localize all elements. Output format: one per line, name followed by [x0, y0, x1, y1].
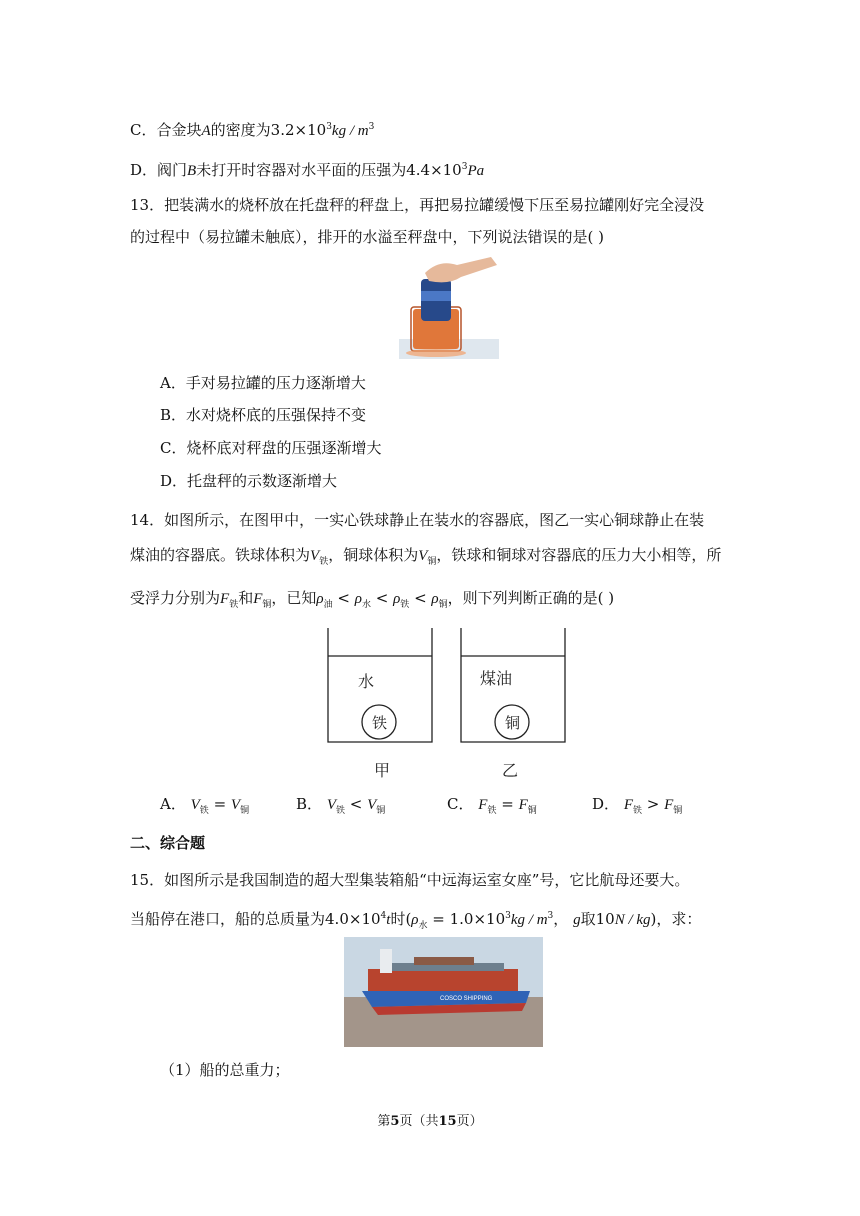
q13-option-d: D．托盘秤的示数逐渐增大	[160, 472, 338, 490]
q13-option-b: B．水对烧杯底的压强保持不变	[160, 406, 367, 424]
q13-can-photo	[399, 251, 499, 361]
q13-option-c: C．烧杯底对秤盘的压强逐渐增大	[160, 439, 382, 457]
q15-stem-line2: 当船停在港口，船的总质量为$4.0\times 10^4t$时($\rho_水 = 1.0\times 10^3kg / m^3$， g取10N / kg)，求：	[130, 910, 702, 931]
q14-stem-line3: 受浮力分别为$F_铁$和$F_铜$，已知$\rho_油 < \rho_水 < \rho_铁 < \rho_铜$，则下列判断正确的是( )	[130, 589, 615, 610]
q13-stem-line1: 13．把装满水的烧杯放在托盘秤的秤盘上，再把易拉罐缓慢下压至易拉罐刚好完全浸没	[130, 196, 705, 214]
page-footer: 第5页（共15页）	[377, 1114, 483, 1129]
section-title: 二、综合题	[130, 834, 206, 852]
q12-option-d: D．阀门B未打开时容器对水平面的压强为$4.4\times 10^3Pa$	[130, 161, 485, 179]
label-water: 水	[358, 674, 375, 691]
q15-stem-line1: 15．如图所示是我国制造的超大型集装箱船“中远海运室女座”号，它比航母还要大。	[130, 871, 690, 889]
q14-stem-line2: 煤油的容器底。铁球体积为$V_铁$，铜球体积为$V_铜$，铁球和铜球对容器底的压力大小相等，所	[130, 546, 722, 567]
q15-sub1: （1）船的总重力；	[160, 1061, 290, 1079]
q14-containers-figure	[320, 626, 580, 782]
caption-yi: 乙	[502, 763, 519, 780]
q14-option-d: D． $F_铁 > F_铜$	[592, 795, 683, 816]
q12-option-c: C．合金块A的密度为$3.2\times 10^3kg / m^3$	[130, 121, 375, 139]
bridge	[380, 949, 392, 973]
q13-option-a: A．手对易拉罐的压力逐渐增大	[160, 374, 366, 392]
q14-option-a: A． $V_铁 = V_铜$	[160, 795, 250, 816]
caption-jia: 甲	[374, 763, 391, 780]
q14-stem-line1: 14．如图所示，在图甲中，一实心铁球静止在装水的容器底，图乙一实心铜球静止在装	[130, 511, 705, 529]
q14-option-b: B． $V_铁 < V_铜$	[296, 795, 386, 816]
label-copper: 铜	[505, 715, 521, 732]
q14-option-c: C． $F_铁 = F_铜$	[447, 795, 537, 816]
ship-name-text: COSCO SHIPPING	[440, 996, 493, 1002]
label-iron: 铁	[372, 715, 388, 732]
q13-stem-line2: 的过程中（易拉罐未触底），排开的水溢至秤盘中，下列说法错误的是( )	[130, 228, 604, 246]
label-kerosene: 煤油	[480, 671, 513, 688]
q15-ship-photo	[344, 937, 543, 1047]
